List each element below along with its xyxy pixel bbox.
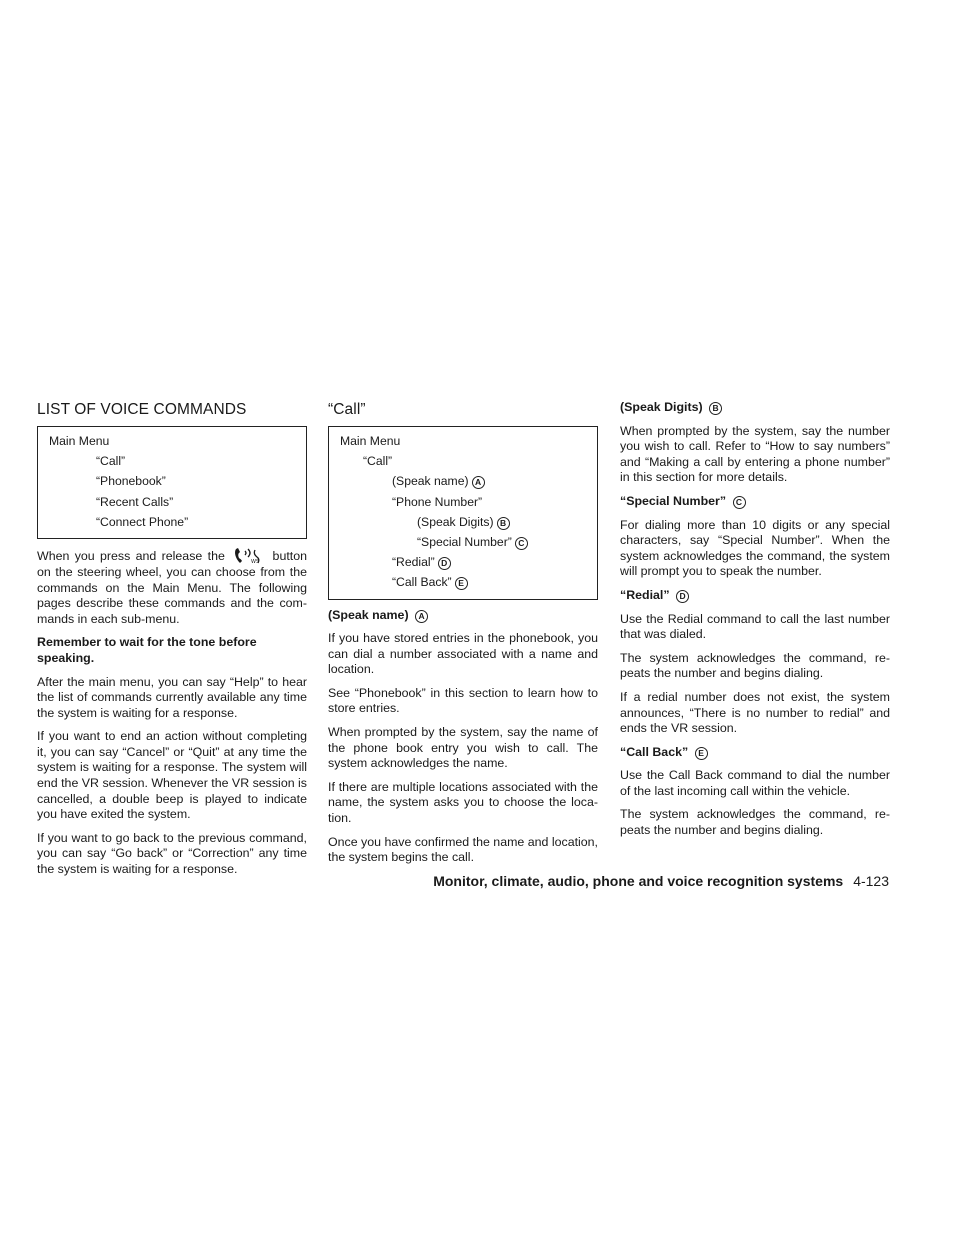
speak-name-heading-label: (Speak name) — [328, 607, 409, 622]
menu-item-call-back-label: “Call Back” — [392, 575, 452, 590]
menu-item-recent-calls: “Recent Calls” — [96, 494, 174, 509]
menu-item-special-number — [329, 532, 597, 552]
speak-digits-heading-label: (Speak Digits) — [620, 400, 703, 414]
menu-item-special-number-label: “Special Number” — [417, 534, 512, 549]
footer-section-title: Monitor, climate, audio, phone and voice recognition systems — [433, 873, 844, 889]
menu-item-speak-digits — [329, 512, 597, 532]
phone-voice-button-icon — [232, 547, 262, 565]
say-name-paragraph: When prompted by the system, say the name of the phone book entry you wish to call. The system acknowledges the name. — [328, 725, 598, 771]
confirm-paragraph: Once you have confirmed the name and location, the system begins the call. — [328, 834, 599, 865]
menu-item-speak-digits-label: (Speak Digits) — [417, 514, 494, 529]
marker-a: A — [472, 476, 485, 489]
menu-item-call: “Call” — [96, 454, 126, 469]
menu-item-speak-name — [329, 471, 597, 491]
marker-d: D — [438, 557, 451, 570]
multiple-locations-paragraph: If there are multiple locations associated with the name, the system asks you to choose the loca-tion. — [328, 779, 598, 826]
marker-d: D — [676, 590, 689, 603]
call-back-heading — [620, 745, 890, 761]
menu-item-redial-label: “Redial” — [392, 555, 435, 570]
intro-text-end: button on the steering wheel, you can choose from the commands on the Main Menu. The following pages describe these commands and the com-mands in each sub-menu. — [37, 548, 307, 626]
call-back-heading-label: “Call Back” — [620, 744, 689, 759]
speak-name-heading — [328, 608, 598, 624]
marker-c: C — [515, 537, 528, 550]
speak-digits-heading — [620, 400, 890, 416]
page-number: 4-123 — [853, 873, 889, 889]
menu-item-main-menu: Main Menu — [49, 434, 110, 448]
special-number-heading — [620, 494, 890, 510]
call-back-paragraph-2: The system acknowledges the command, re-peats the number and begins dialing. — [620, 807, 890, 838]
help-paragraph: After the main menu, you can say “Help” to hear the list of commands currently available any time the system is waiting for a response. — [37, 674, 307, 720]
tone-note: Remember to wait for the tone before speaking. — [37, 635, 257, 665]
go-back-paragraph: If you want to go back to the previous command, you can say “Go back” or “Correction” any time the system is waiting for a response. — [37, 830, 307, 877]
marker-a: A — [415, 610, 428, 623]
svg-text:WS: WS — [251, 558, 260, 565]
menu-item-call-back — [329, 572, 597, 592]
special-number-paragraph: For dialing more than 10 digits or any special characters, say “Special Number”. When the system acknowledges the command, the system will prompt you to speak the number. — [620, 517, 890, 579]
column-right — [620, 400, 890, 847]
marker-b: B — [497, 517, 510, 530]
redial-heading — [620, 588, 890, 604]
stored-entries-paragraph: If you have stored entries in the phonebook, you can dial a number associated with a name and location. — [328, 631, 598, 677]
intro-text-start: When you press and release the — [37, 548, 225, 563]
redial-paragraph-1: Use the Redial command to call the last number that was dialed. — [620, 611, 890, 642]
section-heading-voice-commands: LIST OF VOICE COMMANDS — [37, 401, 247, 418]
menu-item-redial — [329, 552, 597, 572]
marker-e: E — [695, 747, 708, 760]
intro-paragraph — [37, 547, 307, 627]
redial-heading-label: “Redial” — [620, 587, 670, 602]
main-menu-box — [37, 426, 307, 539]
marker-e: E — [455, 577, 468, 590]
column-middle — [328, 400, 598, 874]
redial-paragraph-2: The system acknowledges the command, re-peats the number and begins dialing. — [620, 650, 890, 681]
speak-digits-paragraph: When prompted by the system, say the number you wish to call. Refer to “How to say numbers” and “Making a call by entering a phone number” in this section for more details. — [620, 423, 890, 485]
menu-item-connect-phone: “Connect Phone” — [96, 514, 189, 529]
menu-item-call: “Call” — [363, 454, 393, 469]
call-back-paragraph-1: Use the Call Back command to dial the number of the last incoming call within the vehicle. — [620, 768, 890, 798]
see-phonebook-paragraph: See “Phonebook” in this section to learn how to store entries. — [328, 685, 598, 716]
cancel-paragraph: If you want to end an action without completing it, you can say “Cancel” or “Quit” at any time the system is waiting for a response. The system will end the VR session. Whenever the VR session is cancelled, a double beep is played to indicate you have exited the system. — [37, 729, 307, 822]
menu-item-speak-name-label: (Speak name) — [392, 474, 469, 489]
menu-item-phonebook: “Phonebook” — [96, 474, 166, 489]
column-left — [37, 400, 307, 886]
redial-paragraph-3: If a redial number does not exist, the system announces, “There is no number to redial” and ends the VR session. — [620, 689, 890, 736]
call-menu-box — [328, 426, 598, 600]
marker-c: C — [733, 496, 746, 509]
special-number-heading-label: “Special Number” — [620, 493, 727, 508]
section-heading-call: “Call” — [328, 401, 366, 418]
page-footer — [300, 872, 889, 890]
menu-item-main-menu: Main Menu — [340, 434, 401, 448]
menu-item-phone-number: “Phone Number” — [392, 494, 483, 509]
marker-b: B — [709, 402, 722, 415]
